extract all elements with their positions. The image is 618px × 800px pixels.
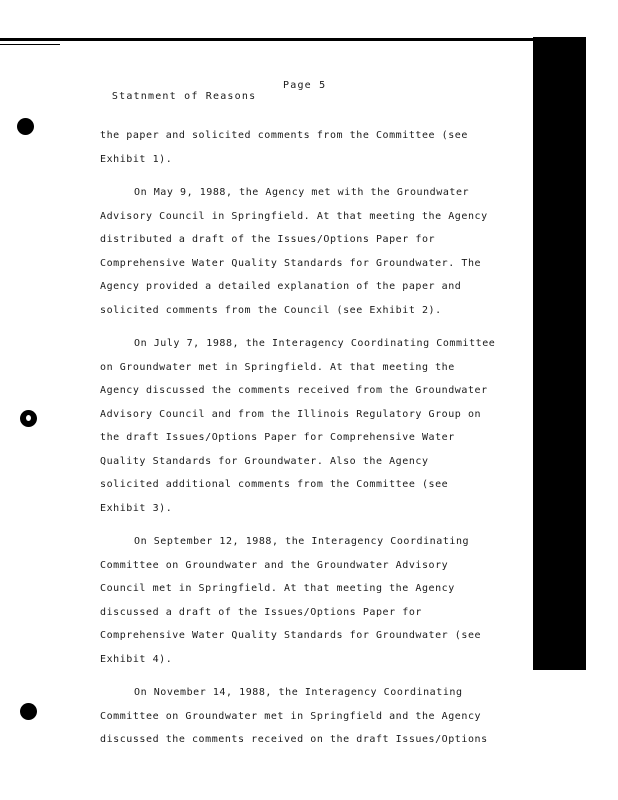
paragraph <box>100 681 520 752</box>
text-line: the paper and solicited comments from the Committee (see <box>100 130 468 141</box>
text-line: Advisory Council in Springfield. At that meeting the Agency <box>100 210 488 222</box>
text-line: Comprehensive Water Quality Standards for Groundwater. The <box>100 257 482 269</box>
text-line: Comprehensive Water Quality Standards for Groundwater (see <box>100 630 482 641</box>
text-line: Agency discussed the comments received from the Groundwater <box>100 385 488 396</box>
text-line: the draft Issues/Options Paper for Comprehensive Water <box>100 432 455 443</box>
text-line: Exhibit 1). <box>100 153 173 165</box>
text-line: On May 9, 1988, the Agency met with the Groundwater <box>134 187 470 198</box>
text-line: solicited comments from the Council (see Exhibit 2). <box>100 304 442 316</box>
text-line: On September 12, 1988, the Interagency Coordinating <box>134 536 470 547</box>
header-page-number: Page 5 <box>283 80 327 91</box>
punch-hole-bottom <box>20 703 37 720</box>
punch-hole-middle <box>20 410 37 427</box>
text-line: solicited additional comments from the Committee (see <box>100 479 449 490</box>
paragraph <box>100 530 520 671</box>
punch-hole-top <box>17 118 34 135</box>
text-line: discussed the comments received on the draft Issues/Options <box>100 734 488 745</box>
paragraph <box>100 124 520 171</box>
scan-top-rule-thin <box>0 44 60 45</box>
text-line: Exhibit 4). <box>100 653 173 665</box>
text-line: On July 7, 1988, the Interagency Coordinating Committee <box>134 338 496 349</box>
text-line: Committee on Groundwater and the Groundwater Advisory <box>100 559 449 571</box>
text-line: Agency provided a detailed explanation of the paper and <box>100 281 462 292</box>
body-text <box>100 124 520 762</box>
running-header <box>83 80 327 124</box>
paragraph <box>100 181 520 322</box>
text-line: Quality Standards for Groundwater. Also the Agency <box>100 455 429 467</box>
text-line: Exhibit 3). <box>100 502 173 514</box>
scan-edge-shadow <box>533 37 586 670</box>
text-line: discussed a draft of the Issues/Options Paper for <box>100 606 422 618</box>
text-line: On November 14, 1988, the Interagency Coordinating <box>134 687 463 698</box>
text-line: distributed a draft of the Issues/Options Paper for <box>100 234 436 245</box>
text-line: Council met in Springfield. At that meeting the Agency <box>100 583 455 594</box>
text-line: Advisory Council and from the Illinois Regulatory Group on <box>100 408 482 420</box>
text-line: on Groundwater met in Springfield. At that meeting the <box>100 361 455 373</box>
header-title: Statnment of Reasons <box>111 91 257 102</box>
text-line: Committee on Groundwater met in Springfield and the Agency <box>100 710 482 722</box>
paragraph <box>100 332 520 520</box>
scan-top-rule <box>0 38 533 41</box>
